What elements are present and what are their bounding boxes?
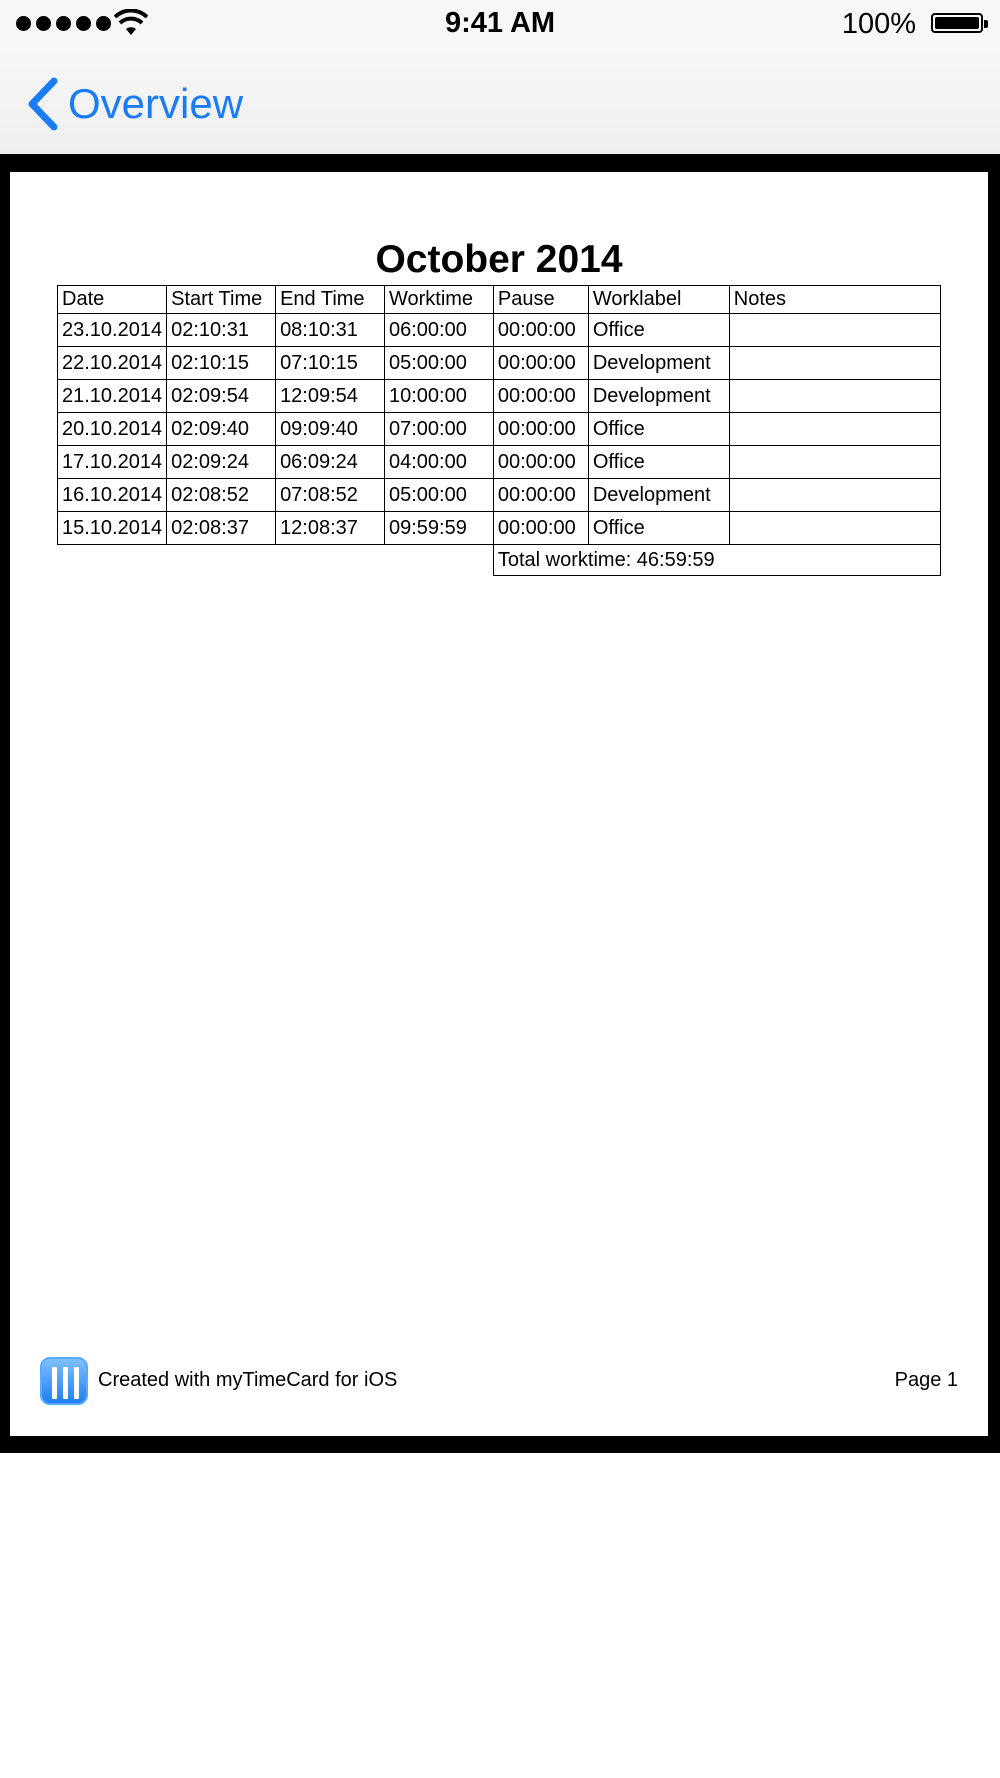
mytimecard-app-icon bbox=[40, 1357, 88, 1405]
cell-pause: 00:00:00 bbox=[493, 314, 588, 347]
cell-notes bbox=[729, 479, 940, 512]
battery-icon bbox=[931, 13, 983, 33]
cell-worklabel: Development bbox=[588, 347, 729, 380]
cell-start-time: 02:10:31 bbox=[167, 314, 276, 347]
document-title: October 2014 bbox=[375, 238, 623, 281]
total-row bbox=[58, 545, 941, 576]
cell-worklabel: Office bbox=[588, 512, 729, 545]
table-row bbox=[58, 347, 941, 380]
cell-notes bbox=[729, 347, 940, 380]
table-row bbox=[58, 314, 941, 347]
cell-worktime: 04:00:00 bbox=[384, 446, 493, 479]
battery-percentage: 100% bbox=[841, 8, 916, 40]
cell-worktime: 09:59:59 bbox=[384, 512, 493, 545]
status-time: 9:41 AM bbox=[444, 7, 556, 39]
column-header-pause: Pause bbox=[493, 286, 588, 314]
cell-date: 15.10.2014 bbox=[58, 512, 167, 545]
cell-end-time: 08:10:31 bbox=[276, 314, 385, 347]
document-preview-frame bbox=[0, 154, 1000, 1453]
column-header-end-time: End Time bbox=[276, 286, 385, 314]
cell-date: 20.10.2014 bbox=[58, 413, 167, 446]
cell-date: 22.10.2014 bbox=[58, 347, 167, 380]
cell-date: 17.10.2014 bbox=[58, 446, 167, 479]
cell-worklabel: Office bbox=[588, 314, 729, 347]
cell-start-time: 02:09:54 bbox=[167, 380, 276, 413]
column-header-worktime: Worktime bbox=[384, 286, 493, 314]
cell-worktime: 07:00:00 bbox=[384, 413, 493, 446]
cell-notes bbox=[729, 380, 940, 413]
cell-pause: 00:00:00 bbox=[493, 380, 588, 413]
chevron-left-icon bbox=[26, 77, 60, 131]
column-header-start-time: Start Time bbox=[167, 286, 276, 314]
column-header-worklabel: Worklabel bbox=[588, 286, 729, 314]
document-footer bbox=[40, 1357, 958, 1407]
page-number: Page 1 bbox=[894, 1369, 958, 1391]
navigation-bar bbox=[0, 48, 1000, 154]
cell-notes bbox=[729, 446, 940, 479]
cell-start-time: 02:08:37 bbox=[167, 512, 276, 545]
table-row bbox=[58, 512, 941, 545]
document-page[interactable] bbox=[10, 172, 988, 1436]
cell-worktime: 06:00:00 bbox=[384, 314, 493, 347]
cell-end-time: 07:10:15 bbox=[276, 347, 385, 380]
cell-start-time: 02:08:52 bbox=[167, 479, 276, 512]
footer-credit: Created with myTimeCard for iOS bbox=[98, 1369, 398, 1391]
table-header-row bbox=[58, 286, 941, 314]
total-row-spacer bbox=[58, 545, 494, 576]
column-header-notes: Notes bbox=[729, 286, 940, 314]
cell-date: 16.10.2014 bbox=[58, 479, 167, 512]
cell-notes bbox=[729, 314, 940, 347]
timesheet-table bbox=[57, 285, 941, 576]
cell-pause: 00:00:00 bbox=[493, 413, 588, 446]
table-row bbox=[58, 413, 941, 446]
cell-worktime: 05:00:00 bbox=[384, 479, 493, 512]
cell-pause: 00:00:00 bbox=[493, 446, 588, 479]
total-worktime: Total worktime: 46:59:59 bbox=[493, 545, 940, 576]
cell-pause: 00:00:00 bbox=[493, 347, 588, 380]
cell-worktime: 10:00:00 bbox=[384, 380, 493, 413]
cell-end-time: 09:09:40 bbox=[276, 413, 385, 446]
cell-pause: 00:00:00 bbox=[493, 479, 588, 512]
cell-end-time: 07:08:52 bbox=[276, 479, 385, 512]
cell-worklabel: Office bbox=[588, 446, 729, 479]
cell-worktime: 05:00:00 bbox=[384, 347, 493, 380]
table-row bbox=[58, 479, 941, 512]
cell-start-time: 02:09:24 bbox=[167, 446, 276, 479]
cell-pause: 00:00:00 bbox=[493, 512, 588, 545]
back-button[interactable] bbox=[26, 76, 243, 132]
status-bar bbox=[0, 0, 1000, 48]
column-header-date: Date bbox=[58, 286, 167, 314]
cell-worklabel: Development bbox=[588, 479, 729, 512]
cell-end-time: 06:09:24 bbox=[276, 446, 385, 479]
cell-start-time: 02:10:15 bbox=[167, 347, 276, 380]
cell-notes bbox=[729, 413, 940, 446]
table-row bbox=[58, 380, 941, 413]
cell-worklabel: Development bbox=[588, 380, 729, 413]
cell-start-time: 02:09:40 bbox=[167, 413, 276, 446]
table-row bbox=[58, 446, 941, 479]
cell-notes bbox=[729, 512, 940, 545]
cell-end-time: 12:09:54 bbox=[276, 380, 385, 413]
cell-date: 21.10.2014 bbox=[58, 380, 167, 413]
cell-worklabel: Office bbox=[588, 413, 729, 446]
cell-date: 23.10.2014 bbox=[58, 314, 167, 347]
cell-end-time: 12:08:37 bbox=[276, 512, 385, 545]
back-button-label: Overview bbox=[68, 80, 244, 127]
